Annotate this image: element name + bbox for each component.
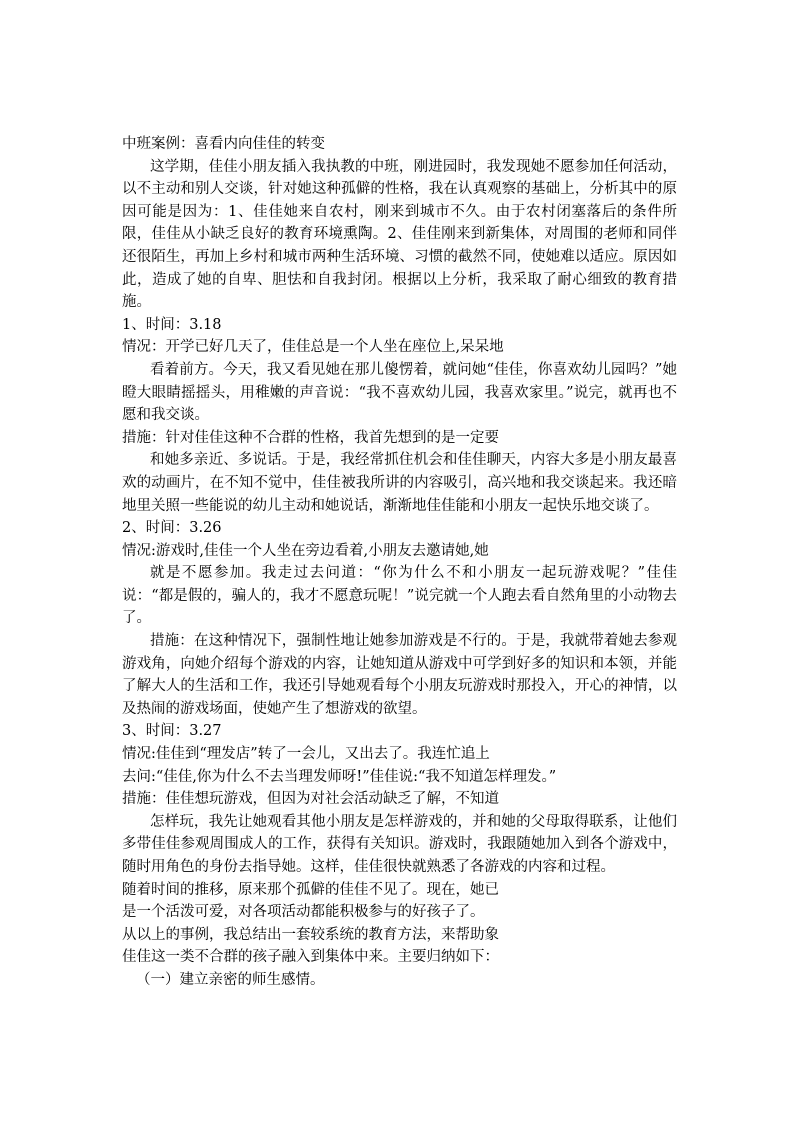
case-1-measure-body: 和她多亲近、多说话。于是，我经常抓住机会和佳佳聊天，内容大多是小朋友最喜欢的动画片，在不知不觉中，佳佳被我所讲的内容吸引，高兴地和我交谈起来。我还暗地里关照一些能说的幼儿主动和她说话，渐渐地佳佳能和小朋友一起快乐地交谈了。	[122, 452, 677, 514]
summary-line-1: 随着时间的推移，原来那个孤僻的佳佳不见了。现在，她已	[122, 881, 499, 898]
case-3-measure-head: 措施：佳佳想玩游戏，但因为对社会活动缺乏了解，不知道	[122, 791, 499, 808]
case-3-measure-body: 怎样玩，我先让她观看其他小朋友是怎样游戏的，并和她的父母取得联系，让他们多带佳佳参观周围成人的工作，获得有关知识。游戏时，我跟随她加入到各个游戏中，随时用角色的身份去指导她。这样，佳佳很快就熟悉了各游戏的内容和过程。	[122, 813, 677, 875]
paragraph-intro: 这学期，佳佳小朋友插入我执教的中班，刚进园时，我发现她不愿参加任何活动，以不主动和别人交谈，针对她这种孤僻的性格，我在认真观察的基础上，分析其中的原因可能是因为：1、佳佳她来自农村，刚来到城市不久。由于农村闭塞落后的条件所限，佳佳从小缺乏良好的教育环境熏陶。2、佳佳刚来到新集体，对周围的老师和同伴还很陌生，再加上乡村和城市两种生活环境、习惯的截然不同，使她难以适应。原因如此，造成了她的自卑、胆怯和自我封闭。根据以上分析，我采取了耐心细致的教育措施。	[122, 158, 677, 311]
case-1-time: 1、时间：3.18	[122, 316, 222, 333]
case-3-time: 3、时间：3.27	[122, 723, 222, 740]
case-1-measure-head: 措施：针对佳佳这种不合群的性格，我首先想到的是一定要	[122, 429, 499, 446]
section-heading-1: （一）建立亲密的师生感情。	[136, 971, 325, 988]
case-2-measure: 措施：在这种情况下，强制性地让她参加游戏是不行的。于是，我就带着她去参观游戏角，向她介绍每个游戏的内容，让她知道从游戏中可学到好多的知识和本领，并能了解大人的生活和工作，我还引导她观看每个小朋友玩游戏时那投入，开心的神情，以及热闹的游戏场面，使她产生了想游戏的欲望。	[122, 633, 677, 717]
case-3-situation-body: 去问:“佳佳,你为什么不去当理发师呀!”佳佳说:“我不知道怎样理发。”	[122, 768, 557, 785]
case-2-situation-head: 情况:游戏时,佳佳一个人坐在旁边看着,小朋友去邀请她,她	[122, 542, 489, 559]
summary-line-4: 佳佳这一类不合群的孩子融入到集体中来。主要归纳如下：	[122, 949, 499, 966]
case-3-situation-head: 情况:佳佳到“理发店”转了一会儿，又出去了。我连忙追上	[122, 746, 490, 763]
case-2-time: 2、时间：3.26	[122, 520, 222, 537]
summary-line-3: 从以上的事例，我总结出一套较系统的教育方法，来帮助象	[122, 926, 499, 943]
summary-line-2: 是一个活泼可爱，对各项活动都能积极参与的好孩子了。	[122, 904, 485, 921]
case-1-situation-head: 情况：开学已好几天了，佳佳总是一个人坐在座位上,呆呆地	[122, 339, 504, 356]
case-1-situation-body: 看着前方。今天，我又看见她在那儿傻愣着，就问她“佳佳，你喜欢幼儿园吗？”她瞪大眼睛摇摇头，用稚嫩的声音说：“我不喜欢幼儿园，我喜欢家里。”说完，就再也不愿和我交谈。	[122, 361, 677, 424]
case-2-situation-body: 就是不愿参加。我走过去问道：“你为什么不和小朋友一起玩游戏呢？”佳佳说：“都是假的，骗人的，我才不愿意玩呢！”说完就一个人跑去看自然角里的小动物去了。	[122, 565, 677, 627]
document-title: 中班案例：喜看内向佳佳的转变	[122, 136, 325, 152]
document-body	[122, 133, 677, 992]
